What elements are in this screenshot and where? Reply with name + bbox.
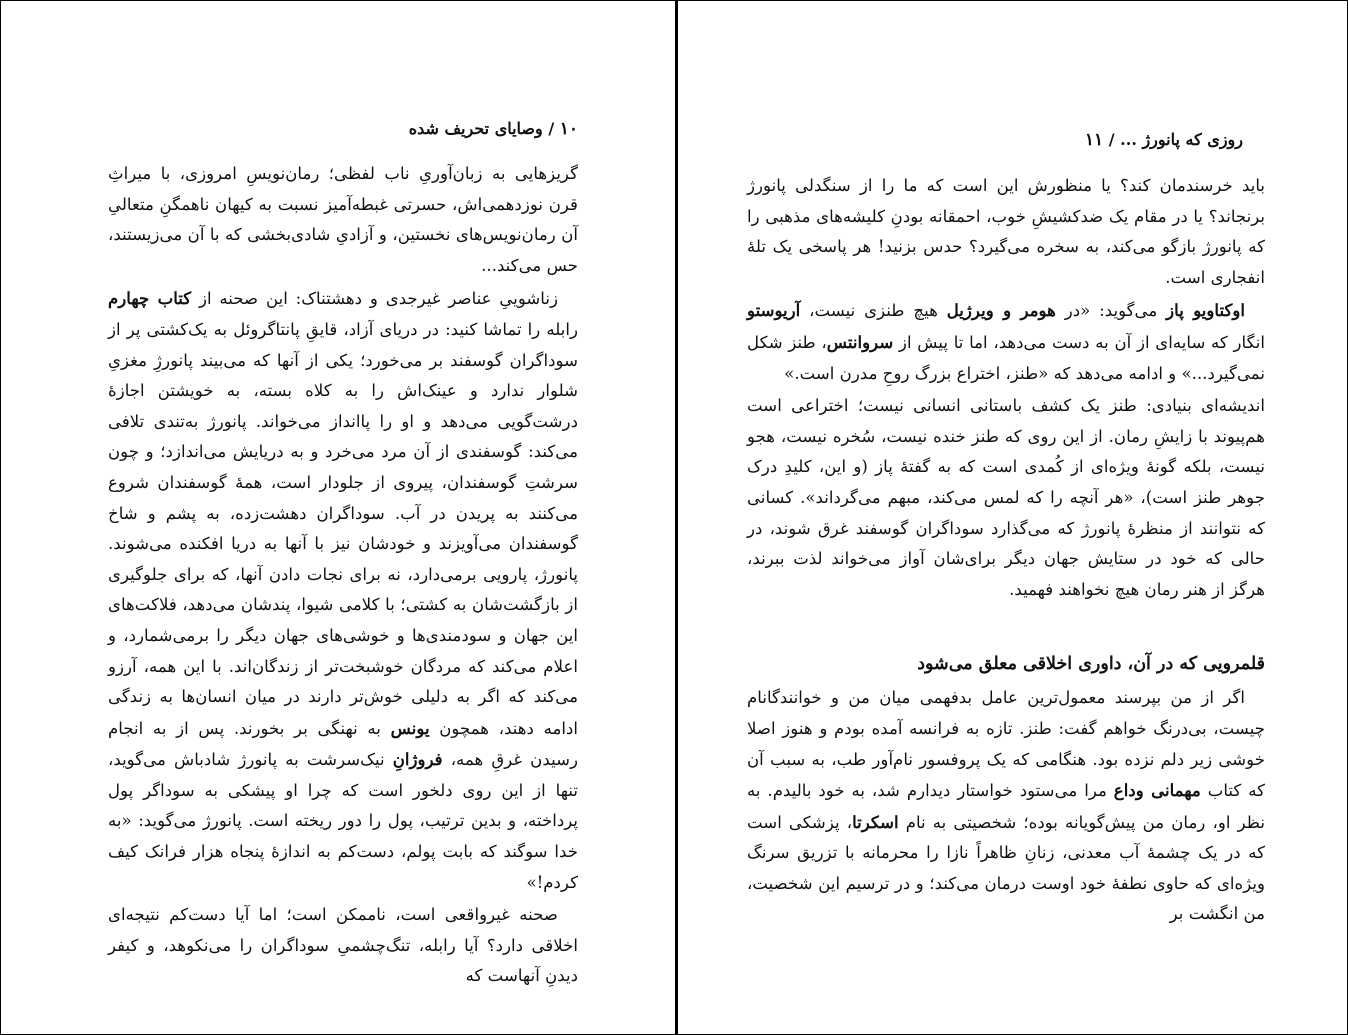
text-run: ، طنز شکل نمی‌گیرد...» و ادامه می‌دهد که «طنز، اختراع بزرگ روحِ مدرن است.» [747, 332, 1265, 383]
right-page [678, 1, 1347, 1034]
running-header [1085, 130, 1243, 150]
paragraph: باید خرسندمان کند؟ یا منظورش این است که ما را از سنگدلی پانورژ برنجاند؟ یا در مقام یک ضدکشیشِ خوب، احمقانه بودنِ کلیشه‌های مذهبی را که پانورژ بازگو می‌کند، به سخره می‌گیرد؟ حدس بزنید! هر پاسخی یک تلهٔ انفجاری است. [747, 176, 1265, 287]
page-number: ۱۱ [1084, 130, 1104, 150]
proper-name: سروانتس [826, 331, 894, 352]
text-run: نیک‌سرشت به پانورژ شادباش می‌گوید، تنها از این روی دلخور است که چرا او پیشکی به سوداگر پول پرداخته، و بدین ترتیب، پول را دور ریخته است. پانورژ می‌گوید: «به خدا سوگند که بابت پولم، دست‌کم به اندازهٔ پنجاه هزار فرانک کیف کردم!» [108, 750, 578, 892]
chapter-title: وصایای تحریف شده [408, 119, 543, 138]
paragraph: گریزهایی به زبان‌آوریِ ناب لفظی؛ رمان‌نویسِ امروزی، با میراثِ قرن نوزدهمی‌اش، حسرتی غبطه‌آمیز نسبت به کیهان ناهمگنِ متعالیِ آن رمان‌نویس‌های نخستین، و آزادیِ شادی‌بخشی که با آن می‌زیستند، حس می‌کند... [108, 164, 578, 275]
proper-name: اسکرتا [852, 811, 899, 832]
header-separator: / [548, 119, 555, 138]
body-text [747, 171, 1265, 930]
paragraph [747, 683, 1265, 930]
text-run: رابله را تماشا کنید: در دریای آزاد، قایقِ پانتاگروئل به یک‌کشتی پر از سوداگران گوسفند بر می‌خورد؛ یکی از آنها که می‌بیند پانورژِ مغزیِ شلوار ندارد و عینک‌اش را به کلاه بسته، به خویشتن اجازهٔ درشت‌گویی می‌دهد و او را پاانداز می‌خواند. پانورژ به‌تندی تلافی می‌کند: گوسفندی از آن مرد می‌خرد و به دریایش می‌اندازد؛ و چون سرشتِ گوسفندان، پیروی از جلودار است، همهٔ گوسفندان شروع می‌کنند به پریدن در آب. سوداگران دهشت‌زده، به پشم و شاخ گوسفندان می‌آویزند و خودشان نیز با آنها به دریا افکنده می‌شوند. پانورژ، پارویی برمی‌دارد، نه برای نجات دادن آنها، که برای جلوگیری از بازگشت‌شان به کشتی؛ با کلامی شیوا، پندشان می‌دهد، فلاکت‌های این جهان و سودمندی‌ها و خوشی‌های جهان دیگر را برمی‌شمارد، و اعلام می‌کند که مردگان خوشبخت‌تر از زندگان‌اند. با این همه، آرزو می‌کند که اگر به دلیلی خوش‌تر دارند در میان انسان‌ها به زندگی ادامه دهند، همچون [108, 319, 579, 738]
book-title: کتاب چهارم [108, 288, 192, 309]
page-number: ۱۰ [559, 119, 578, 139]
book-title: مهمانی وداع [1113, 780, 1201, 801]
text-run: ، پزشکی است که در یک چشمهٔ آب معدنی، زنانِ ظاهراً نازا را محرمانه با تزریق سرنگ ویژه‌ای که حاوی نطفهٔ خود اوست درمان می‌کند؛ و در ترسیم این شخصیت، من انگشت بر [747, 812, 1265, 924]
text-run: مرا می‌ستود خواستار دیدارم شد، به خود بالیدم. به نظر او، رمان من پیش‌گویانه بوده؛ شخصیتی به نام [747, 781, 1265, 832]
text-run: زناشوییِ عناصر غیرجدی و دهشتناک: این صحنه از [191, 289, 558, 309]
text-run: می‌گوید: «در [1055, 301, 1167, 321]
body-text [108, 159, 578, 992]
chapter-title: روزی که پانورژ ... [1120, 130, 1243, 149]
proper-name: فروژانِ [392, 749, 443, 770]
paragraph [108, 283, 578, 898]
text-run: اگر از من بپرسند معمول‌ترین عامل بدفهمی میان من و خوانندگانام چیست، بی‌درنگ خواهم گفت: طنز. تازه به فرانسه آمده بودم و هنوز اصلا خوشی زیر دلم نزده بود. هنگامی که یک پروفسور نام‌آور طب، به سبب آن که کتاب [747, 688, 1266, 801]
text-run: انگار که سایه‌ای از آن به دست می‌دهد، اما تا پیش از [893, 332, 1265, 352]
paragraph: صحنه غیرواقعی است، ناممکن است؛ اما آیا دست‌کم نتیجه‌ای اخلاقی دارد؟ آیا رابله، تنگ‌چشمیِ سوداگران را می‌نکوهد، و کیفر دیدنِ آنهاست که [108, 905, 578, 986]
section-heading: قلمرویی که در آن، داوری اخلاقی معلق می‌شود [917, 654, 1265, 675]
proper-name: آریوستو [747, 300, 801, 321]
left-page [1, 1, 676, 1034]
running-header [409, 119, 578, 139]
text-run: به نهنگی بر بخورند. پس از به انجام رسیدن غرقِ همه، [108, 718, 578, 770]
proper-name: اوکتاویو پاز [1166, 300, 1245, 321]
header-separator: / [1108, 130, 1115, 149]
proper-name: هومر و ویرژیل [946, 300, 1056, 321]
text-run: هیچ طنزی نیست، [800, 301, 947, 321]
paragraph: اندیشه‌ای بنیادی: طنز یک کشف باستانی انسانی نیست؛ اختراعی است هم‌پیوند با زایشِ رمان. از این روی که طنز خنده نیست، سُخره نیست، هجو نیست، بلکه گونهٔ ویژه‌ای از کُمدی است که به گفتهٔ پاز (و این، کلیدِ درک جوهر طنز است)، «هر آنچه را که لمس می‌کند، مبهم می‌گرداند». کسانی که نتوانند از منظرهٔ پانورژ که می‌گذارد سوداگران گوسفند غرق شوند، در حالی که خود در ستایش جهان دیگر برای‌شان آواز می‌خواند لذت ببرند، هرگز از هنر رمان هیچ نخواهند فهمید. [747, 396, 1265, 599]
proper-name: یونس [390, 717, 430, 738]
paragraph [747, 295, 1265, 389]
